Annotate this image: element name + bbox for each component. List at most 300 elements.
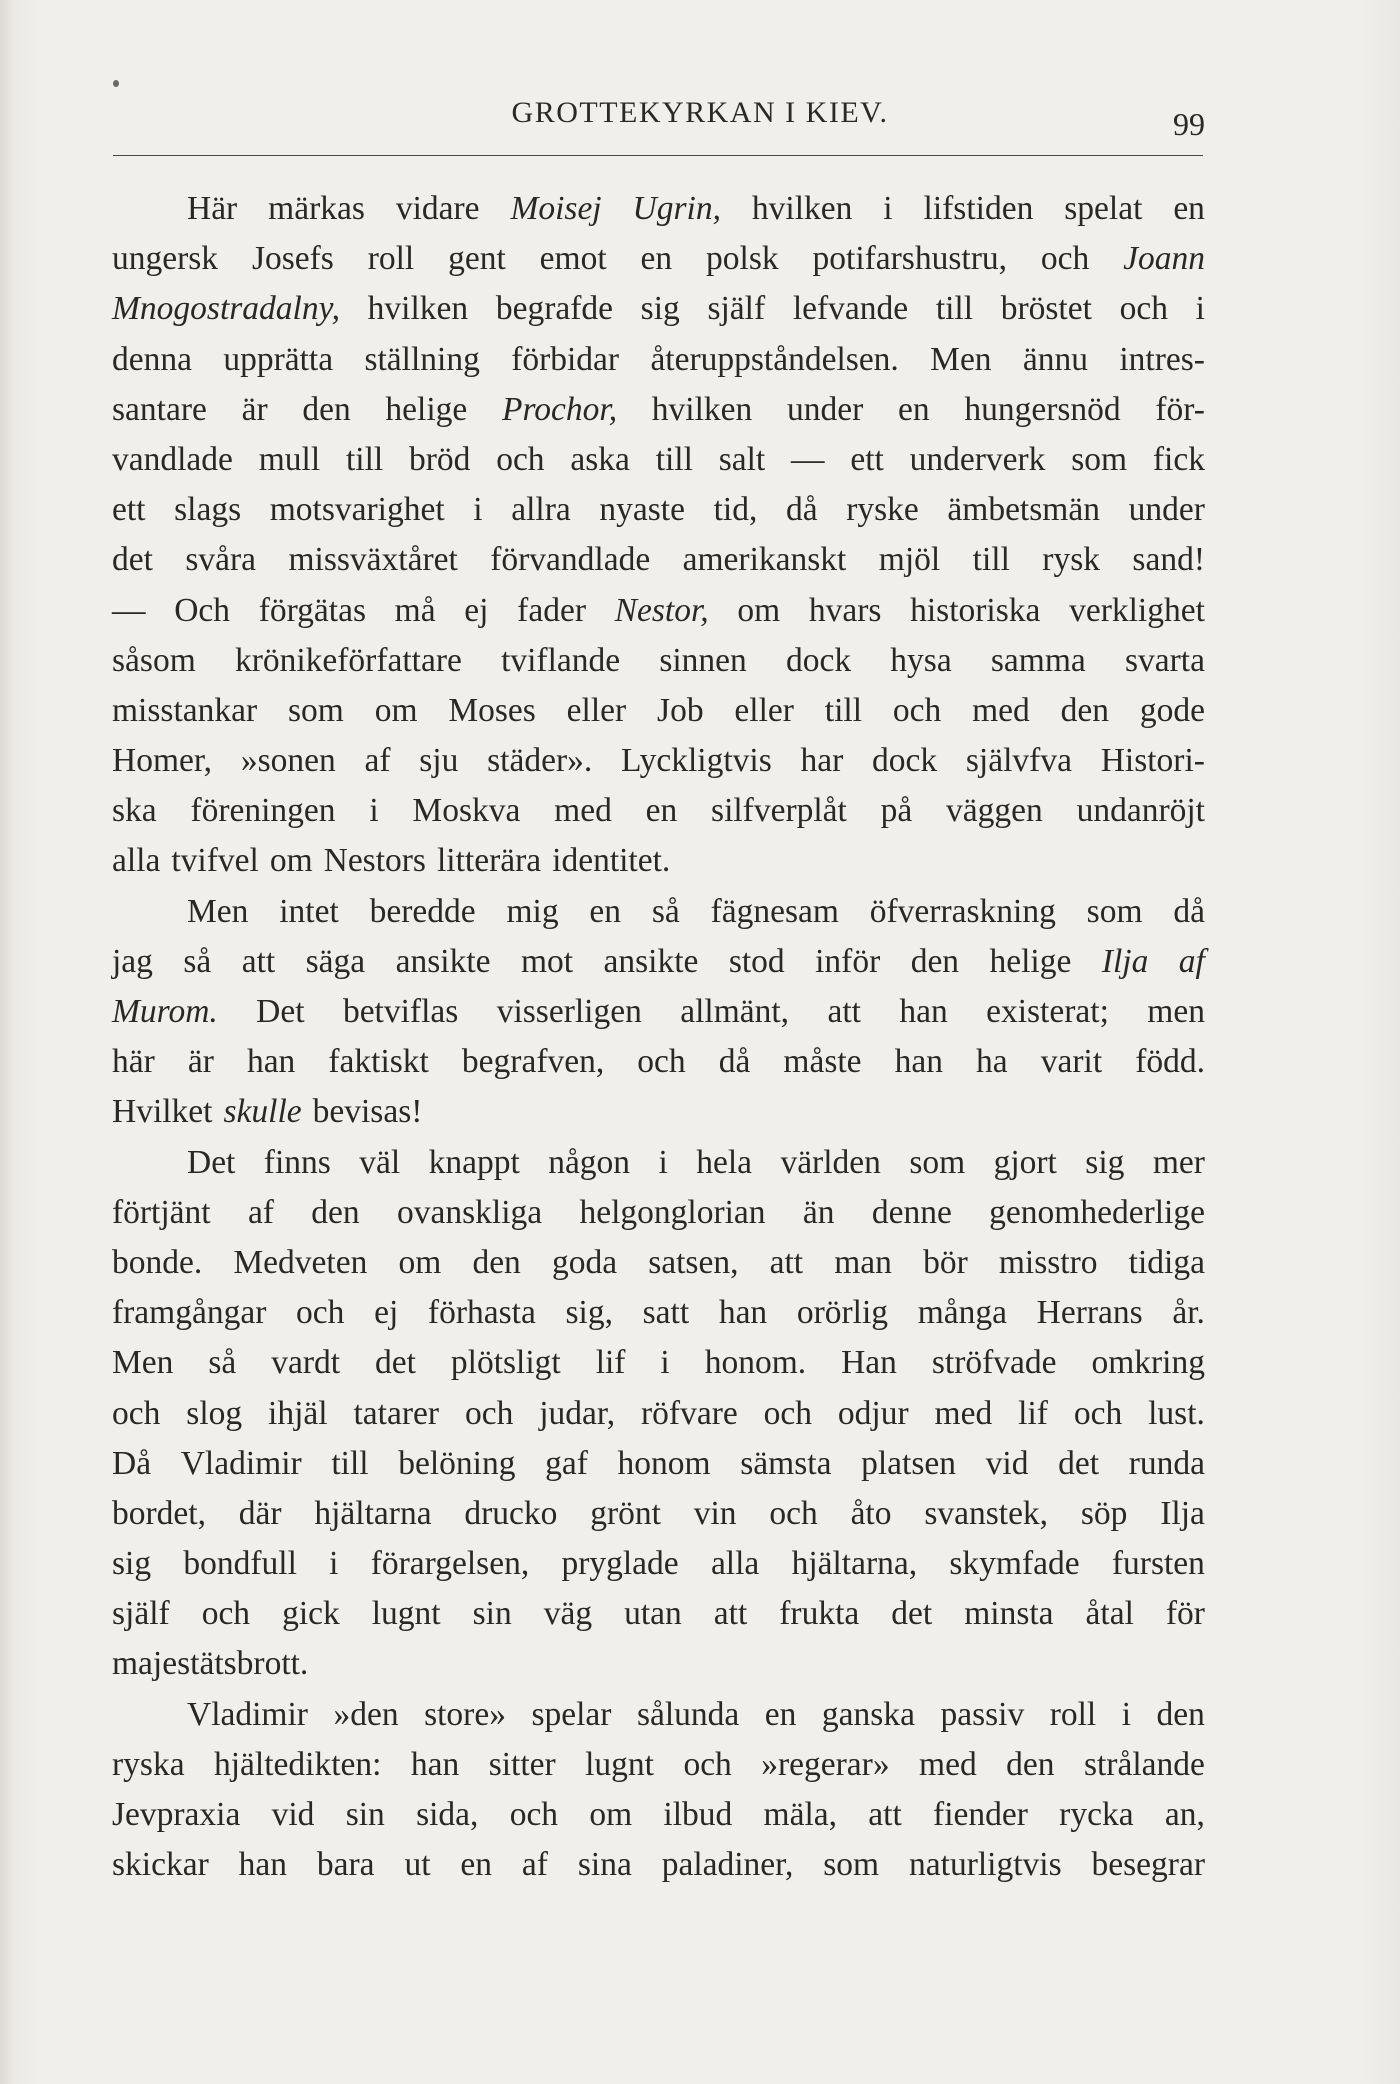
word: och xyxy=(892,691,942,729)
word: Det xyxy=(187,1143,236,1181)
word: helgonglorian xyxy=(579,1193,766,1231)
word: sin xyxy=(345,1796,385,1833)
word: som xyxy=(823,1846,880,1884)
text-line xyxy=(112,485,1205,535)
word: amerikanskt xyxy=(682,541,847,579)
word: det xyxy=(891,1595,933,1633)
word: skymfade xyxy=(949,1545,1080,1583)
text-line xyxy=(112,1539,1205,1589)
word: gent xyxy=(448,240,506,278)
word: judar, xyxy=(539,1394,616,1432)
word: för- xyxy=(1155,390,1205,428)
word: »regerar» xyxy=(761,1745,890,1783)
word: rycka xyxy=(1059,1796,1134,1833)
word: återuppståndelsen. xyxy=(650,340,899,378)
word: är xyxy=(187,1043,214,1081)
running-head xyxy=(0,96,1400,142)
word: tatarer xyxy=(353,1394,440,1432)
word: ställning xyxy=(364,340,480,378)
word: säga xyxy=(305,942,366,980)
word: sju xyxy=(419,742,459,780)
word: det xyxy=(1058,1444,1100,1482)
word: Lyckligtvis xyxy=(620,742,772,780)
word: om xyxy=(737,591,781,629)
word: det xyxy=(112,541,153,579)
word: tvifvel xyxy=(171,842,259,880)
word: ska xyxy=(112,792,157,830)
word: intres- xyxy=(1119,340,1205,378)
page-number: 99 xyxy=(1173,106,1205,142)
word: i xyxy=(369,792,379,830)
word: om xyxy=(269,842,313,880)
word: lugnt xyxy=(585,1745,654,1783)
word: visserligen xyxy=(496,993,642,1030)
word: och xyxy=(201,1595,251,1633)
word: under xyxy=(1128,491,1205,529)
ink-speck xyxy=(113,80,119,87)
text-line xyxy=(112,1087,1205,1137)
text-line xyxy=(112,284,1205,334)
word: hysa xyxy=(890,641,952,679)
word: röfvare xyxy=(641,1394,738,1432)
word: i xyxy=(1195,290,1205,328)
word: goda xyxy=(551,1243,618,1281)
word: fiender xyxy=(933,1796,1028,1833)
word: honom. xyxy=(704,1344,807,1382)
word: i xyxy=(658,1143,668,1181)
word: till xyxy=(331,1444,369,1482)
word: till xyxy=(972,541,1010,579)
word: sig xyxy=(640,290,680,328)
word: Murom. xyxy=(112,993,218,1030)
word: slog xyxy=(186,1394,243,1432)
word: där xyxy=(238,1494,282,1532)
word: svarta xyxy=(1124,641,1205,679)
word: slags xyxy=(174,491,242,529)
text-line xyxy=(112,736,1205,786)
word: förgätas xyxy=(258,591,366,629)
word: bevisas! xyxy=(312,1093,423,1131)
word: tviflande xyxy=(501,641,621,679)
word: ett xyxy=(112,491,146,529)
text-line xyxy=(112,1037,1205,1087)
word: hjältarna xyxy=(314,1494,432,1532)
word: ströfvade xyxy=(931,1344,1057,1382)
text-line xyxy=(112,786,1205,836)
word: på xyxy=(880,792,913,830)
word: svåra xyxy=(185,541,257,579)
word: söp xyxy=(1080,1494,1128,1532)
word: Men xyxy=(187,892,249,930)
text-line xyxy=(112,586,1205,636)
word: Han xyxy=(841,1344,897,1382)
word: en xyxy=(640,240,673,278)
text-line xyxy=(112,535,1205,585)
word: med xyxy=(934,1394,993,1432)
word: bonde. xyxy=(112,1243,203,1281)
word: svanstek, xyxy=(924,1494,1049,1532)
word: bondfull xyxy=(183,1545,297,1583)
word: dock xyxy=(785,641,852,679)
text-line xyxy=(112,1639,1205,1689)
word: förbidar xyxy=(511,340,620,378)
word: upprätta xyxy=(223,340,334,378)
text-line xyxy=(112,385,1205,435)
word: omkring xyxy=(1091,1344,1205,1382)
word: Herrans xyxy=(1036,1294,1143,1332)
word: att xyxy=(769,1243,804,1281)
word: spelar xyxy=(531,1695,612,1733)
word: lif xyxy=(595,1344,626,1382)
word: Ugrin, xyxy=(632,190,721,227)
word: ganska xyxy=(821,1695,915,1733)
word: han xyxy=(246,1043,296,1081)
word: historiska xyxy=(910,591,1041,629)
word: hvilken xyxy=(651,390,753,428)
word: hjältarna, xyxy=(791,1545,918,1583)
word: bara xyxy=(316,1846,375,1884)
text-line xyxy=(112,435,1205,485)
word: i xyxy=(329,1545,339,1583)
word: roll xyxy=(1049,1695,1097,1733)
word: det xyxy=(375,1344,416,1382)
word: åto xyxy=(850,1494,892,1532)
word: polsk xyxy=(706,240,779,278)
word: gjort xyxy=(993,1143,1057,1181)
word: santare xyxy=(112,390,207,428)
word: — xyxy=(791,440,825,478)
word: öfverraskning xyxy=(869,892,1056,930)
word: ilbud xyxy=(663,1796,733,1833)
word: paladiner, xyxy=(661,1846,794,1884)
word: vandlade xyxy=(112,440,233,478)
word: och xyxy=(637,1043,686,1081)
text-line xyxy=(112,1238,1205,1288)
word: här xyxy=(112,1043,155,1081)
word: skulle xyxy=(223,1093,302,1131)
word: motsvarighet xyxy=(269,491,445,529)
word: Medveten xyxy=(233,1243,368,1281)
word: intet xyxy=(279,892,339,930)
word: fick xyxy=(1152,440,1205,478)
word: och xyxy=(763,1394,813,1432)
word: hjältedikten: xyxy=(214,1745,382,1783)
word: honom xyxy=(617,1444,711,1482)
word: gode xyxy=(1139,691,1205,729)
word: finns xyxy=(263,1143,331,1181)
word: potifarshustru, xyxy=(812,240,1007,278)
word: än xyxy=(802,1193,835,1231)
word: underverk xyxy=(909,440,1046,478)
word: mer xyxy=(1152,1143,1205,1181)
word: lust. xyxy=(1148,1394,1205,1432)
word: sig xyxy=(112,1545,152,1583)
word: han xyxy=(238,1846,288,1884)
word: Josefs xyxy=(251,240,334,278)
word: hvilken xyxy=(751,190,853,227)
word: sin xyxy=(472,1595,512,1633)
word: som xyxy=(287,691,344,729)
word: hvars xyxy=(808,591,882,629)
word: nyaste xyxy=(599,491,685,529)
word: en xyxy=(460,1846,493,1884)
word: städer». xyxy=(487,742,593,780)
word: med xyxy=(554,792,612,830)
word: »den xyxy=(333,1695,399,1733)
word: en xyxy=(764,1695,797,1733)
word: misstro xyxy=(998,1243,1098,1281)
word: Men xyxy=(112,1344,174,1382)
word: Det xyxy=(256,993,305,1030)
word: salt xyxy=(718,440,766,478)
word: rysk xyxy=(1042,541,1100,579)
word: i xyxy=(1121,1695,1132,1733)
word: Prochor, xyxy=(502,390,618,428)
word: och xyxy=(769,1494,818,1532)
text-line xyxy=(112,887,1205,937)
word: hungersnöd xyxy=(964,390,1121,428)
word: runda xyxy=(1128,1444,1205,1482)
word: af xyxy=(1178,942,1205,980)
word: besegrar xyxy=(1091,1846,1205,1884)
word: lefvande xyxy=(792,290,909,328)
word: mjöl xyxy=(878,541,941,579)
word: tidiga xyxy=(1128,1243,1205,1281)
word: »sonen xyxy=(240,742,336,780)
word: roll xyxy=(367,240,415,278)
word: om xyxy=(398,1243,442,1281)
word: Hvilket xyxy=(112,1093,213,1131)
word: som xyxy=(909,1143,966,1181)
word: förtjänt xyxy=(112,1193,211,1231)
word: plötsligt xyxy=(450,1344,561,1382)
word: är xyxy=(241,390,268,428)
word: och xyxy=(496,440,545,478)
text-line xyxy=(112,1840,1205,1890)
word: lifstiden xyxy=(923,190,1034,227)
word: den xyxy=(910,942,960,980)
word: men xyxy=(1147,993,1205,1030)
word: Moskva xyxy=(412,792,521,830)
word: drucko xyxy=(464,1494,558,1532)
word: Ilja xyxy=(1160,1494,1205,1532)
word: sig xyxy=(1085,1143,1125,1181)
word: med xyxy=(972,691,1030,729)
word: odjur xyxy=(837,1394,909,1432)
word: att xyxy=(827,993,861,1030)
word: sida, xyxy=(416,1796,479,1833)
word: ännu xyxy=(1022,340,1089,378)
word: han xyxy=(899,993,948,1030)
text-line xyxy=(112,234,1205,284)
word: Job xyxy=(657,691,704,729)
word: lif xyxy=(1018,1394,1048,1432)
word: den xyxy=(1006,1745,1055,1783)
word: missväxtåret xyxy=(288,541,458,579)
word: ej xyxy=(374,1294,399,1332)
word: pryglade xyxy=(561,1545,679,1583)
word: må xyxy=(394,591,436,629)
word: Mnogostradalny, xyxy=(112,290,340,328)
word: frukta xyxy=(779,1595,860,1633)
word: och xyxy=(509,1796,559,1833)
word: ett xyxy=(850,440,884,478)
word: vidare xyxy=(395,190,480,227)
word: store» xyxy=(424,1695,506,1733)
word: förvandlade xyxy=(490,541,651,579)
word: allmänt, xyxy=(680,993,790,1030)
word: Joann xyxy=(1123,240,1205,278)
word: sämsta xyxy=(740,1444,832,1482)
word: att xyxy=(868,1796,902,1833)
word: ovanskliga xyxy=(397,1193,543,1231)
word: den xyxy=(311,1193,360,1231)
word: emot xyxy=(539,240,607,278)
word: en xyxy=(898,390,930,428)
word: ej xyxy=(464,591,489,629)
text-line xyxy=(112,1489,1205,1539)
word: undanröjt xyxy=(1076,792,1205,830)
word: mig xyxy=(506,892,559,930)
word: och xyxy=(1040,240,1090,278)
word: många xyxy=(917,1294,1007,1332)
word: Vladimir xyxy=(180,1444,302,1482)
text-line xyxy=(112,1690,1205,1740)
word: en xyxy=(589,892,622,930)
word: bröd xyxy=(408,440,471,478)
word: sina xyxy=(577,1846,632,1884)
word: och xyxy=(464,1394,514,1432)
word: född. xyxy=(1135,1043,1205,1081)
word: vin xyxy=(693,1494,737,1532)
word: i xyxy=(473,491,483,529)
word: bröstet xyxy=(1000,290,1092,328)
text-line xyxy=(112,1288,1205,1338)
word: varit xyxy=(1040,1043,1103,1081)
word: majestätsbrott. xyxy=(112,1645,309,1683)
word: den xyxy=(1060,691,1109,729)
word: vid xyxy=(271,1796,315,1833)
word: jag xyxy=(112,942,153,980)
word: mull xyxy=(258,440,321,478)
word: sinnen xyxy=(659,641,747,679)
word: en xyxy=(645,792,678,830)
word: identitet. xyxy=(552,842,671,880)
word: till xyxy=(655,440,693,478)
word: väg xyxy=(543,1595,593,1633)
word: han xyxy=(718,1294,768,1332)
word: passiv xyxy=(940,1695,1025,1733)
word: förhasta xyxy=(427,1294,536,1332)
word: man xyxy=(834,1243,892,1281)
word: sand! xyxy=(1132,541,1205,579)
word: denna xyxy=(112,340,192,378)
word: spelat xyxy=(1064,190,1143,227)
header-rule xyxy=(113,155,1203,156)
word: en xyxy=(1173,190,1205,227)
word: stod xyxy=(728,942,785,980)
text-line xyxy=(112,1188,1205,1238)
word: Vladimir xyxy=(187,1695,308,1733)
word: hela xyxy=(696,1143,753,1181)
text-line xyxy=(112,937,1205,987)
word: ihjäl xyxy=(268,1394,328,1432)
word: om xyxy=(589,1796,633,1833)
word: allra xyxy=(511,491,571,529)
word: mäla, xyxy=(763,1796,838,1833)
word: naturligtvis xyxy=(909,1846,1062,1884)
word: eller xyxy=(566,691,627,729)
word: misstankar xyxy=(112,691,258,729)
text-line xyxy=(112,1138,1205,1188)
text-line xyxy=(112,686,1205,736)
word: skickar xyxy=(112,1846,209,1884)
word: bör xyxy=(923,1243,968,1281)
word: faktiskt xyxy=(328,1043,429,1081)
word: någon xyxy=(548,1143,631,1181)
word: mot xyxy=(520,942,574,980)
word: och xyxy=(112,1394,161,1432)
word: Jevpraxia xyxy=(112,1796,241,1833)
word: ryska xyxy=(112,1745,185,1783)
running-head-title: GROTTEKYRKAN I KIEV. xyxy=(511,96,889,129)
word: i xyxy=(660,1344,670,1382)
word: då xyxy=(1173,892,1205,930)
word: inför xyxy=(815,942,881,980)
word: i xyxy=(883,190,893,227)
word: om xyxy=(374,691,418,729)
word: Moisej xyxy=(510,190,602,227)
word: till xyxy=(345,440,384,478)
word: då xyxy=(718,1043,751,1081)
word: han xyxy=(410,1745,460,1783)
word: med xyxy=(919,1745,977,1783)
word: ansikte xyxy=(395,942,491,980)
word: af xyxy=(364,742,391,780)
word: som xyxy=(1071,440,1128,478)
word: till xyxy=(824,691,863,729)
word: och xyxy=(683,1745,732,1783)
word: af xyxy=(521,1846,548,1884)
word: då xyxy=(785,491,818,529)
text-line xyxy=(112,335,1205,385)
word: och xyxy=(1119,290,1168,328)
word: dock xyxy=(872,742,938,780)
word: själf xyxy=(112,1595,170,1633)
word: bordet, xyxy=(112,1494,206,1532)
word: världen xyxy=(780,1143,881,1181)
word: aska xyxy=(570,440,630,478)
word: existerat; xyxy=(986,993,1109,1030)
word: satt xyxy=(642,1294,690,1332)
word: väggen xyxy=(946,792,1043,830)
word: vardt xyxy=(271,1344,341,1382)
word: sig, xyxy=(565,1294,613,1332)
word: ansikte xyxy=(603,942,699,980)
word: alla xyxy=(710,1545,760,1583)
word: verklighet xyxy=(1069,591,1205,629)
word: lugnt xyxy=(371,1595,441,1633)
word: Då xyxy=(112,1444,152,1482)
word: Histori- xyxy=(1100,742,1205,780)
word: och xyxy=(296,1294,345,1332)
text-line xyxy=(112,1439,1205,1489)
word: så xyxy=(183,942,212,980)
word: såsom xyxy=(112,641,196,679)
word: att xyxy=(713,1595,748,1633)
word: fursten xyxy=(1111,1545,1205,1583)
word: framgångar xyxy=(112,1294,267,1332)
